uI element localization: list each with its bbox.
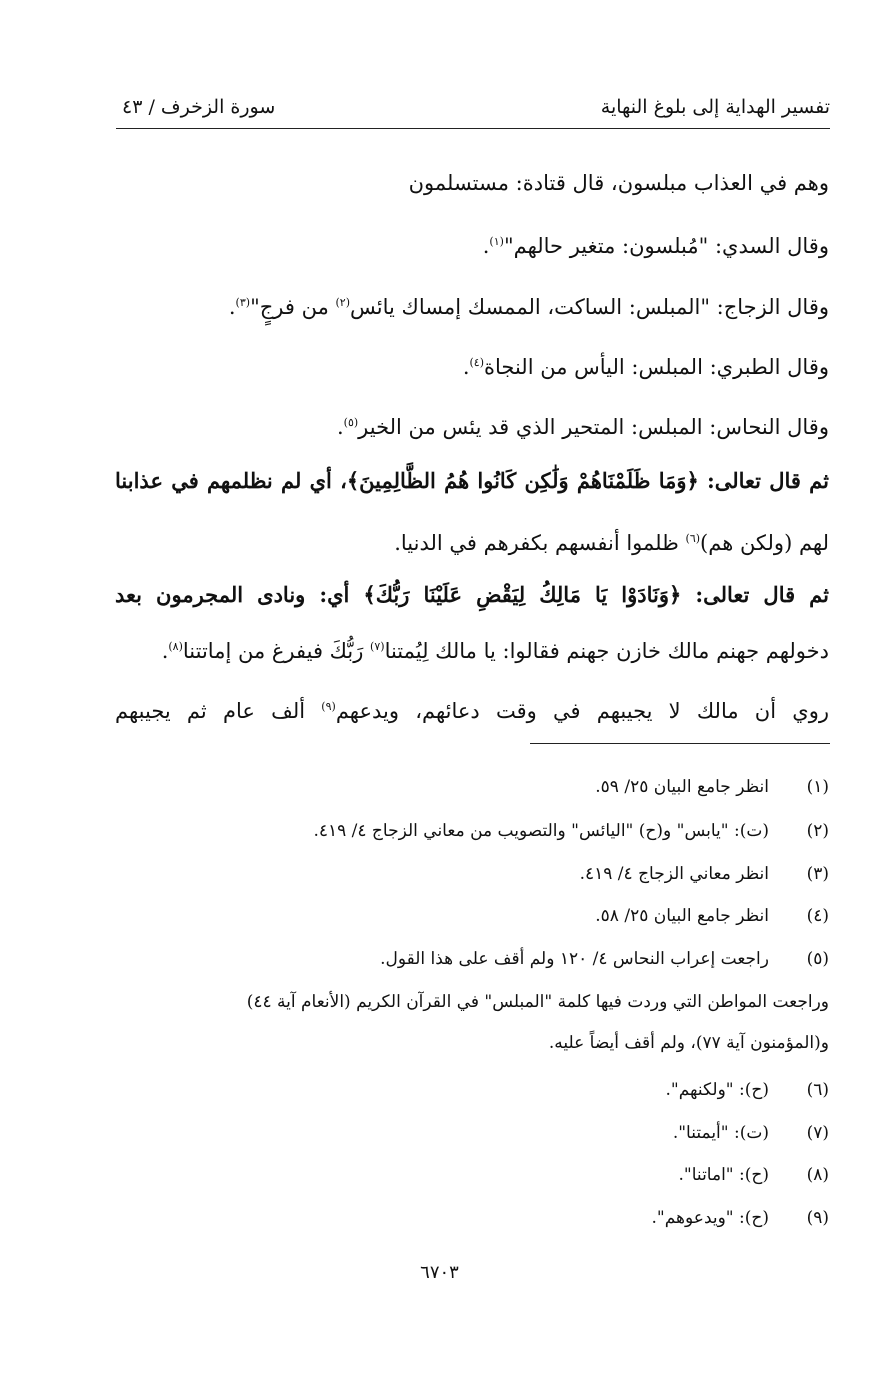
footnote-4 [99, 903, 829, 929]
footnote-ref: (٨) [168, 640, 183, 653]
book-title: تفسير الهداية إلى بلوغ النهاية [600, 96, 830, 118]
body-line-9: دخولهم جهنم مالك خازن جهنم فقالوا: يا مالك لِيُمتنا$^{(٧)}$ رَبُّكَ فيفرغ من إماتتنا$^{(٨)}$. [161, 639, 829, 663]
footnote-ref: (٧) [370, 640, 385, 653]
footnote-text: (ت): "يابس" و(ح) "اليائس" والتصويب من معاني الزجاج ٤/ ٤١٩. [313, 821, 769, 841]
body-line-10: روي أن مالك لا يجيبهم في وقت دعائهم، ويدعهم$^{(٩)}$ ألف عام ثم يجيبهم [115, 699, 829, 723]
footnote-5-continuation-1: وراجعت المواطن التي وردت فيها كلمة "المبلس" في القرآن الكريم (الأنعام آية ٤٤) [246, 992, 829, 1012]
footnote-text: (ح): "اماتنا". [678, 1165, 769, 1185]
footnote-ref: (٢) [335, 296, 351, 309]
footnote-number: (١) [806, 777, 829, 797]
footnote-ref: (٩) [321, 700, 336, 713]
footnote-ref: (٥) [343, 416, 359, 429]
footnote-number: (٨) [806, 1165, 829, 1185]
footnote-number: (٧) [806, 1123, 829, 1143]
footnote-ref: (٣) [235, 296, 251, 309]
footnote-ref: (٤) [469, 356, 485, 369]
footnote-number: (٩) [806, 1208, 829, 1228]
footnote-number: (٤) [806, 906, 829, 926]
footnote-text: انظر معاني الزجاج ٤/ ٤١٩. [579, 864, 769, 884]
footnote-text: انظر جامع البيان ٢٥/ ٥٩. [595, 777, 769, 797]
body-line-5: وقال النحاس: المبلس: المتحير الذي قد يئس من الخير$^{(٥)}$. [336, 415, 829, 439]
footnote-5 [99, 946, 829, 972]
footnote-text: (ح): "ولكنهم". [665, 1080, 769, 1100]
body-line-3: وقال الزجاج: "المبلس: الساكت، الممسك إمساك يائس$^{(٢)}$ من فرجٍ"$^{(٣)}$. [228, 295, 829, 319]
footnote-text: راجعت إعراب النحاس ٤/ ١٢٠ ولم أقف على هذا القول. [380, 949, 769, 969]
body-line-2: وقال السدي: "مُبلسون: متغير حالهم"$^{(١)}$. [482, 234, 829, 258]
footnote-ref: (١) [489, 235, 504, 248]
footnote-5-continuation-2: و(المؤمنون آية ٧٧)، ولم أقف أيضاً عليه. [548, 1033, 829, 1053]
footnote-text: (ت): "أيمتنا". [672, 1123, 769, 1143]
footnote-3 [99, 861, 829, 887]
footnote-number: (٥) [806, 949, 829, 969]
footnote-text: (ح): "ويدعوهم". [651, 1208, 769, 1228]
footnote-divider [530, 743, 830, 744]
footnote-7 [99, 1120, 829, 1146]
footnote-2 [99, 818, 829, 844]
sura-label: سورة الزخرف / ٤٣ [122, 96, 276, 118]
body-line-6: ثم قال تعالى: ﴿وَمَا ظَلَمْنَاهُمْ وَلَٰكِن كَانُوا هُمُ الظَّالِمِينَ﴾، أي لم نظلمهم في عذابنا [115, 468, 829, 493]
body-line-4: وقال الطبري: المبلس: اليأس من النجاة$^{(٤)}$. [462, 355, 829, 379]
footnote-number: (٣) [806, 864, 829, 884]
body-line-1: وهم في العذاب مبلسون، قال قتادة: مستسلمون [408, 171, 829, 195]
footnote-ref: (٦) [685, 532, 701, 545]
footnote-8 [99, 1162, 829, 1188]
body-line-8: ثم قال تعالى: ﴿وَنَادَوْا يَا مَالِكُ لِيَقْضِ عَلَيْنَا رَبُّكَ﴾ أي: ونادى المجرمون بعد [115, 582, 829, 607]
footnote-9 [99, 1205, 829, 1231]
body-line-7: لهم (ولكن هم)$^{(٦)}$ ظلموا أنفسهم بكفرهم في الدنيا. [394, 531, 829, 555]
footnote-number: (٢) [806, 821, 829, 841]
footnote-number: (٦) [806, 1080, 829, 1100]
page-number: ٦٧٠٣ [420, 1262, 459, 1283]
footnote-6 [99, 1077, 829, 1103]
footnote-text: انظر جامع البيان ٢٥/ ٥٨. [595, 906, 769, 926]
running-header [116, 92, 830, 129]
footnote-1 [99, 774, 829, 800]
